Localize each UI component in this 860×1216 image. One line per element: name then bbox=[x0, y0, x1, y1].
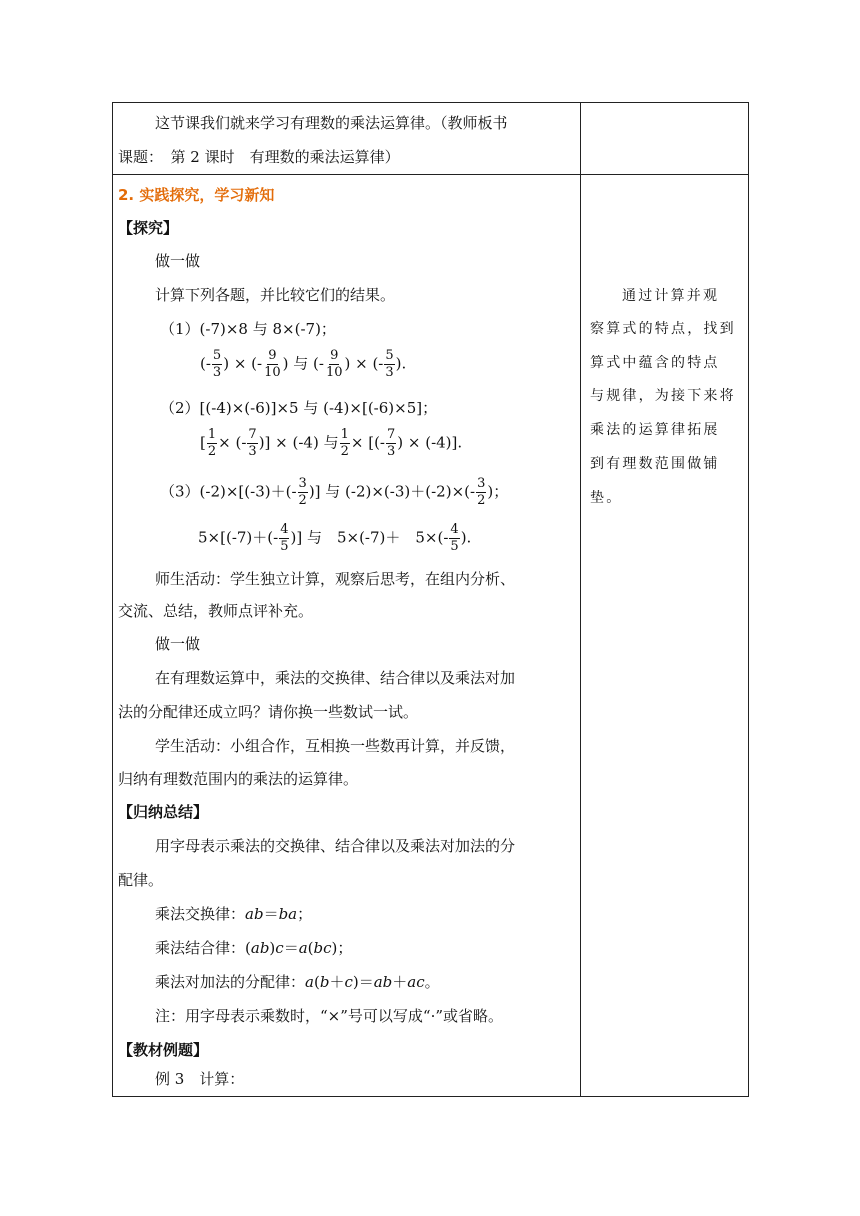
fraction: $\frac{3}{2}$ bbox=[477, 476, 486, 508]
section-title: 2. 实践探究，学习新知 bbox=[118, 186, 275, 204]
row1-line2: 课题： 第 2 课时 有理数的乘法运算律） bbox=[118, 148, 400, 166]
fraction: $\frac{1}{2}$ bbox=[207, 427, 217, 459]
row-divider bbox=[112, 174, 749, 175]
activity2-line2: 归纳有理数范围内的乘法的运算律。 bbox=[118, 770, 359, 788]
problem-1b: (- $\frac{5}{3}$ ) × (- $\frac{9}{10}$ ) 与 (- $\frac{9}{10}$ ) × (- $\frac{5}{3}$ ). bbox=[200, 348, 407, 380]
question-line2: 法的分配律还成立吗？请你换一些数试一试。 bbox=[118, 703, 419, 721]
do-it-label-1: 做一做 bbox=[155, 252, 201, 270]
problem-3a: （3）(-2)×[(-3)＋(- $\frac{3}{2}$ )] 与 (-2)×(-3)＋(-2)×(- $\frac{3}{2}$ )； bbox=[160, 476, 509, 508]
fraction: $\frac{5}{3}$ bbox=[212, 348, 222, 380]
do-it-label-2: 做一做 bbox=[155, 635, 201, 653]
example-header: 【教材例题】 bbox=[118, 1041, 209, 1059]
problem-3b: 5×[(-7)＋(- $\frac{4}{5}$ )] 与 5×(-7)＋ 5×(- $\frac{4}{5}$ ). bbox=[198, 522, 472, 554]
column-divider bbox=[580, 102, 581, 1097]
side-note-line: 算式中蕴含的特点 bbox=[590, 355, 720, 371]
summary-line2: 配律。 bbox=[118, 871, 164, 889]
explore-header: 【探究】 bbox=[118, 219, 179, 237]
fraction: $\frac{3}{2}$ bbox=[298, 476, 307, 508]
fraction: $\frac{7}{3}$ bbox=[248, 427, 257, 459]
activity1-line1: 师生活动：学生独立计算，观察后思考，在组内分析、 bbox=[155, 570, 516, 588]
summary-header: 【归纳总结】 bbox=[118, 803, 209, 821]
side-note-line: 通过计算并观 bbox=[622, 288, 720, 304]
commutative-law: 乘法交换律：ab＝ba； bbox=[155, 905, 313, 923]
side-note-line: 到有理数范围做铺 bbox=[590, 456, 720, 472]
fraction: $\frac{4}{5}$ bbox=[450, 522, 459, 554]
summary-line1: 用字母表示乘法的交换律、结合律以及乘法对加法的分 bbox=[155, 837, 516, 855]
side-note-line: 乘法的运算律拓展 bbox=[590, 422, 720, 438]
fraction: $\frac{9}{10}$ bbox=[264, 348, 281, 380]
fraction: $\frac{7}{3}$ bbox=[386, 427, 396, 459]
side-note-line: 与规律，为接下来将 bbox=[590, 388, 736, 404]
problem-2b: [ $\frac{1}{2}$ × (- $\frac{7}{3}$ )] × (-4) 与 $\frac{1}{2}$ × [(- $\frac{7}{3}$ ) × (-4)]. bbox=[200, 427, 463, 459]
fraction: $\frac{4}{5}$ bbox=[280, 522, 289, 554]
distributive-law: 乘法对加法的分配律：a(b＋c)＝ab＋ac。 bbox=[155, 973, 440, 991]
task-instruction: 计算下列各题，并比较它们的结果。 bbox=[155, 286, 396, 304]
fraction: $\frac{9}{10}$ bbox=[325, 348, 343, 380]
problem-2a: （2）[(-4)×(-6)]×5 与 (-4)×[(-6)×5]； bbox=[160, 399, 438, 417]
notation-note: 注：用字母表示乘数时，“×”号可以写成“·”或省略。 bbox=[155, 1007, 504, 1025]
activity2-line1: 学生活动：小组合作，互相换一些数再计算，并反馈， bbox=[155, 737, 516, 755]
side-note-line: 垫。 bbox=[590, 490, 623, 506]
fraction: $\frac{1}{2}$ bbox=[340, 427, 349, 459]
example-label: 例 3 计算： bbox=[155, 1070, 245, 1088]
fraction: $\frac{5}{3}$ bbox=[385, 348, 394, 380]
question-line1: 在有理数运算中，乘法的交换律、结合律以及乘法对加 bbox=[155, 669, 516, 687]
activity1-line2: 交流、总结，教师点评补充。 bbox=[118, 602, 314, 620]
associative-law: 乘法结合律：(ab)c＝a(bc)； bbox=[155, 939, 353, 957]
row1-line1: 这节课我们就来学习有理数的乘法运算律。（教师板书 bbox=[155, 114, 508, 132]
side-note-line: 察算式的特点，找到 bbox=[590, 321, 736, 337]
problem-1a: （1）(-7)×8 与 8×(-7)； bbox=[160, 320, 336, 338]
